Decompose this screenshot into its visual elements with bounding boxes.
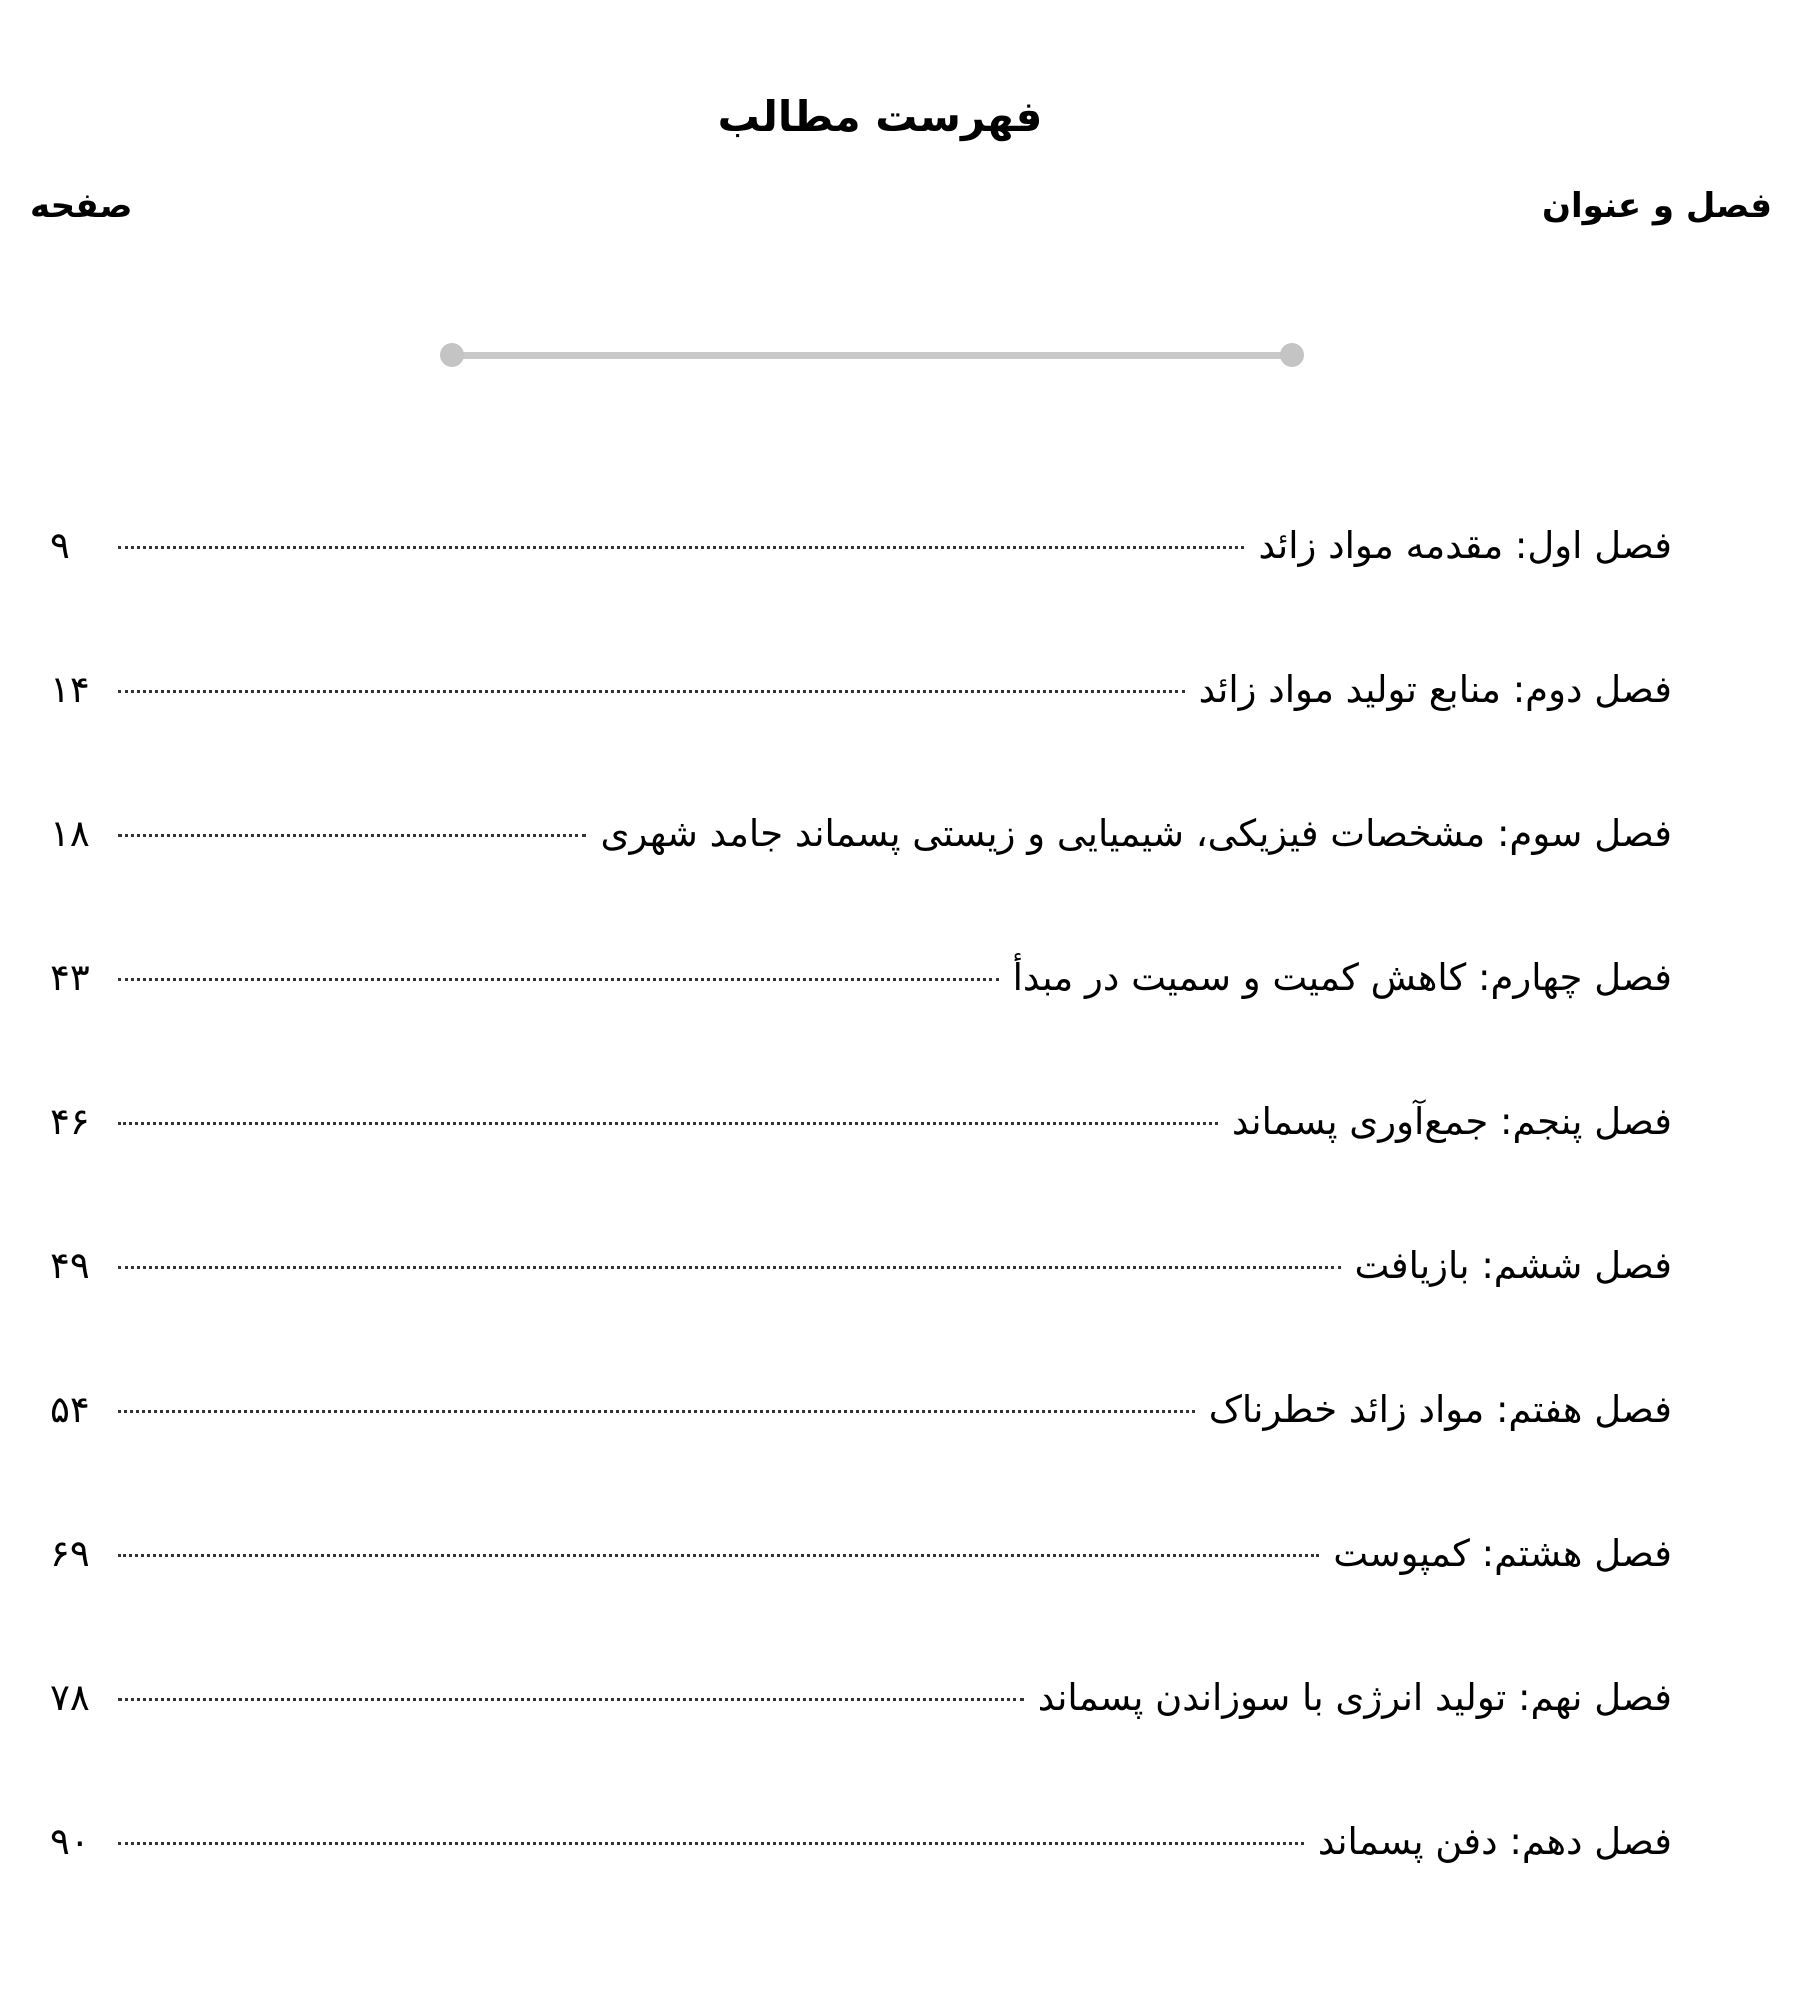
toc-entry-title: فصل دوم: منابع تولید مواد زائد (1198, 668, 1672, 711)
page-title: فهرست مطالب (717, 92, 1043, 141)
toc-entry[interactable] (50, 660, 1672, 720)
toc-entry-page-number: ۱۸ (50, 812, 90, 855)
dot-leader (118, 1410, 1195, 1413)
dot-leader (118, 978, 999, 981)
toc-entry-page-number: ۹۰ (50, 1820, 90, 1863)
toc-entry-title: فصل هشتم: کمپوست (1333, 1532, 1672, 1575)
toc-entry-title: فصل نهم: تولید انرژی با سوزاندن پسماند (1037, 1676, 1672, 1719)
dot-leader (118, 1842, 1304, 1845)
toc-entry-page-number: ۱۴ (50, 668, 90, 711)
column-header-page: صفحه (30, 186, 133, 226)
dot-leader (118, 1698, 1024, 1701)
dot-leader (118, 690, 1185, 693)
toc-entry-page-number: ۴۳ (50, 956, 90, 999)
toc-entry-title: فصل سوم: مشخصات فیزیکی، شیمیایی و زیستی پسماند جامد شهری (600, 812, 1672, 855)
toc-entry[interactable] (50, 1812, 1672, 1872)
toc-entry[interactable] (50, 1524, 1672, 1584)
toc-entry[interactable] (50, 1380, 1672, 1440)
toc-entry-title: فصل ششم: بازیافت (1354, 1244, 1672, 1287)
toc-entry[interactable] (50, 1092, 1672, 1152)
toc-entry-page-number: ۷۸ (50, 1676, 90, 1719)
toc-entry-title: فصل پنجم: جمع‌آوری پسماند (1231, 1100, 1672, 1143)
toc-entry-page-number: ۵۴ (50, 1388, 90, 1431)
toc-entry-title: فصل اول: مقدمه مواد زائد (1258, 524, 1672, 567)
dot-leader (118, 1266, 1341, 1269)
toc-entry[interactable] (50, 1236, 1672, 1296)
toc-entry-page-number: ۴۹ (50, 1244, 90, 1287)
toc-entry[interactable] (50, 804, 1672, 864)
toc-entry-page-number: ۴۶ (50, 1100, 90, 1143)
toc-entry-title: فصل دهم: دفن پسماند (1317, 1820, 1672, 1863)
dot-leader (118, 834, 586, 837)
toc-entry[interactable] (50, 516, 1672, 576)
dot-leader (118, 546, 1244, 549)
toc-entry[interactable] (50, 948, 1672, 1008)
toc-entry-page-number: ۹ (50, 524, 70, 567)
column-header-chapter-title: فصل و عنوان (1541, 186, 1772, 226)
dot-leader (118, 1554, 1319, 1557)
toc-entry[interactable] (50, 1668, 1672, 1728)
toc-entry-title: فصل هفتم: مواد زائد خطرناک (1208, 1388, 1672, 1431)
toc-entry-title: فصل چهارم: کاهش کمیت و سمیت در مبدأ (1012, 956, 1672, 999)
dot-leader (118, 1122, 1218, 1125)
toc-entry-page-number: ۶۹ (50, 1532, 90, 1575)
